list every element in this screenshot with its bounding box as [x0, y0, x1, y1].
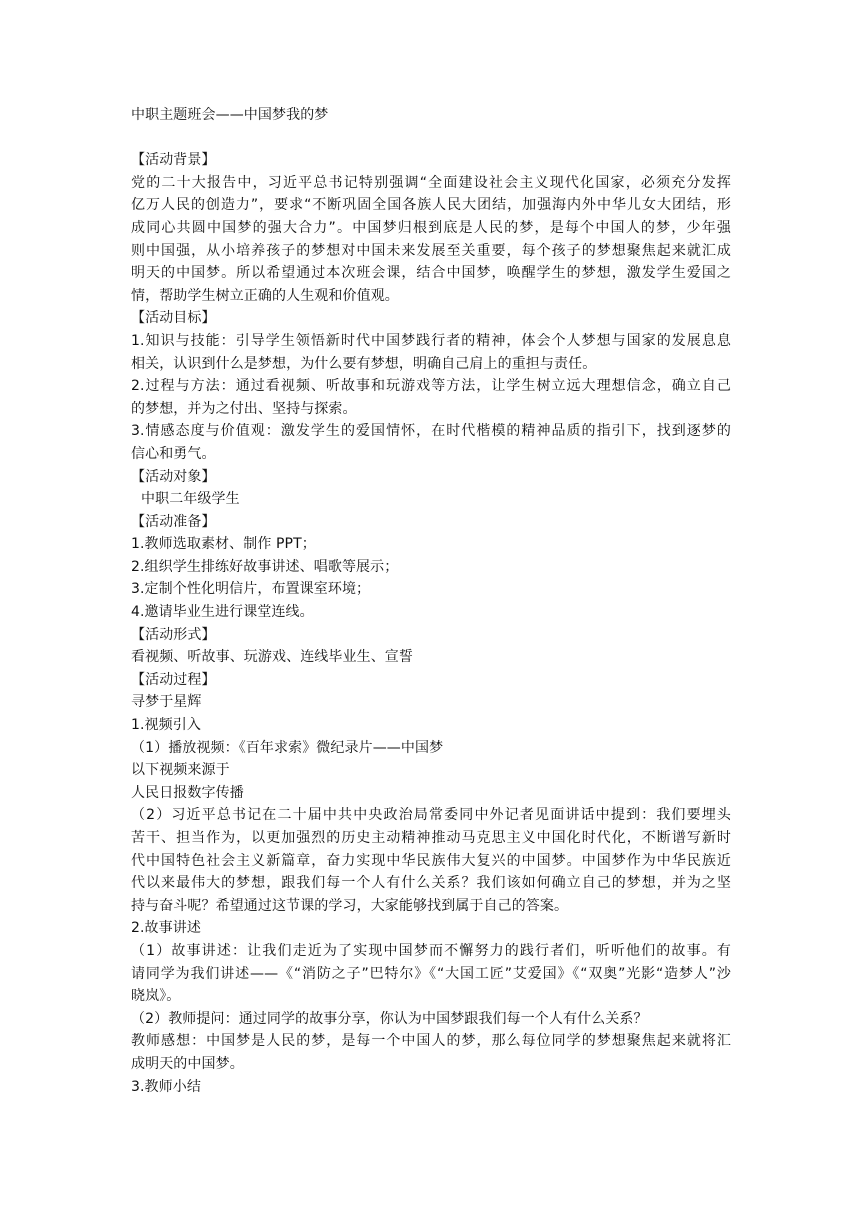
paragraph-line: 代以来最伟大的梦想，跟我们每一个人有什么关系？我们该如何确立自己的梦想，并为之坚 — [131, 875, 731, 892]
paragraph-line: 苦干、担当作为，以更加强烈的历史主动精神推动马克思主义中国化时代化，不断谱写新时 — [131, 830, 731, 846]
video-source-text: 人民日报数字传播 — [131, 784, 244, 801]
list-item: 4.邀请毕业生进行课堂连线。 — [131, 604, 314, 621]
step-heading: 3.教师小结 — [131, 1078, 201, 1095]
section-heading-goals: 【活动目标】 — [131, 310, 216, 327]
paragraph-line: 3.情感态度与价值观：激发学生的爱国情怀，在时代楷模的精神品质的指引下，找到逐梦的 — [131, 423, 731, 440]
subsection-title: 寻梦于星辉 — [131, 694, 202, 711]
paragraph-line: 明天的中国梦。所以希望通过本次班会课，结合中国梦，唤醒学生的梦想，激发学生爱国之 — [131, 265, 731, 282]
step-item: （2）教师提问：通过同学的故事分享，你认为中国梦跟我们每一个人有什么关系？ — [131, 1010, 648, 1027]
step-heading: 2.故事讲述 — [131, 920, 201, 937]
section-heading-target: 【活动对象】 — [131, 468, 216, 485]
paragraph-line: 信心和勇气。 — [131, 445, 216, 462]
paragraph-line: 的梦想，并为之付出、坚持与探索。 — [131, 400, 357, 417]
paragraph-line: 教师感想：中国梦是人民的梦，是每一个中国人的梦，那么每位同学的梦想聚焦起来就将汇 — [131, 1033, 731, 1050]
paragraph-line: 1.知识与技能：引导学生领悟新时代中国梦践行者的精神，体会个人梦想与国家的发展息息 — [131, 332, 731, 349]
paragraph-line: 亿万人民的创造力”，要求“不断巩固全国各族人民大团结，加强海内外中华儿女大团结，形 — [131, 197, 731, 214]
document-title: 中职主题班会——中国梦我的梦 — [131, 107, 329, 123]
paragraph-line: 请同学为我们讲述——《“消防之子”巴特尔》《“大国工匠”艾爱国》《“双奥”光影“造梦人”沙 — [131, 965, 731, 982]
form-text: 看视频、听故事、玩游戏、连线毕业生、宣誓 — [131, 649, 413, 666]
paragraph-line: 成明天的中国梦。 — [131, 1055, 244, 1072]
step-item: （1）播放视频：《百年求索》微纪录片——中国梦 — [131, 739, 444, 756]
document-body — [131, 104, 731, 1098]
paragraph-line: 则中国强，从小培养孩子的梦想对中国未来发展至关重要，每个孩子的梦想聚焦起来就汇成 — [131, 242, 731, 259]
step-heading: 1.视频引入 — [131, 717, 201, 734]
paragraph-line: （1）故事讲述：让我们走近为了实现中国梦而不懈努力的践行者们，听听他们的故事。有 — [131, 942, 731, 959]
paragraph-line: 晓岚》。 — [131, 988, 181, 1005]
section-heading-background: 【活动背景】 — [131, 152, 216, 169]
paragraph-line: 党的二十大报告中，习近平总书记特别强调“全面建设社会主义现代化国家，必须充分发挥 — [131, 174, 731, 191]
paragraph-line: 代中国特色社会主义新篇章，奋力实现中华民族伟大复兴的中国梦。中国梦作为中华民族近 — [131, 852, 731, 869]
section-heading-process: 【活动过程】 — [131, 671, 216, 688]
blank-line — [131, 127, 731, 150]
list-item: 3.定制个性化明信片，布置课室环境； — [131, 581, 371, 598]
paragraph-line: 2.过程与方法：通过看视频、听故事和玩游戏等方法，让学生树立远大理想信念，确立自己 — [131, 378, 731, 395]
paragraph-line: 成同心共圆中国梦的强大合力”。中国梦归根到底是人民的梦，是每个中国人的梦，少年强 — [131, 219, 731, 236]
paragraph-line: （2）习近平总书记在二十届中共中央政治局常委同中外记者见面讲话中提到：我们要埋头 — [131, 807, 731, 824]
paragraph-line: 持与奋斗呢？希望通过这节课的学习，大家能够找到属于自己的答案。 — [131, 897, 569, 914]
paragraph-line: 情，帮助学生树立正确的人生观和价值观。 — [131, 287, 399, 304]
list-item: 1.教师选取素材、制作 PPT； — [131, 536, 316, 553]
list-item: 2.组织学生排练好故事讲述、唱歌等展示； — [131, 558, 399, 575]
target-text: 中职二年级学生 — [141, 491, 240, 508]
section-heading-form: 【活动形式】 — [131, 626, 216, 643]
section-heading-prep: 【活动准备】 — [131, 513, 216, 530]
paragraph-line: 相关，认识到什么是梦想，为什么要有梦想，明确自己肩上的重担与责任。 — [131, 355, 597, 372]
video-source-text: 以下视频来源于 — [131, 762, 230, 779]
